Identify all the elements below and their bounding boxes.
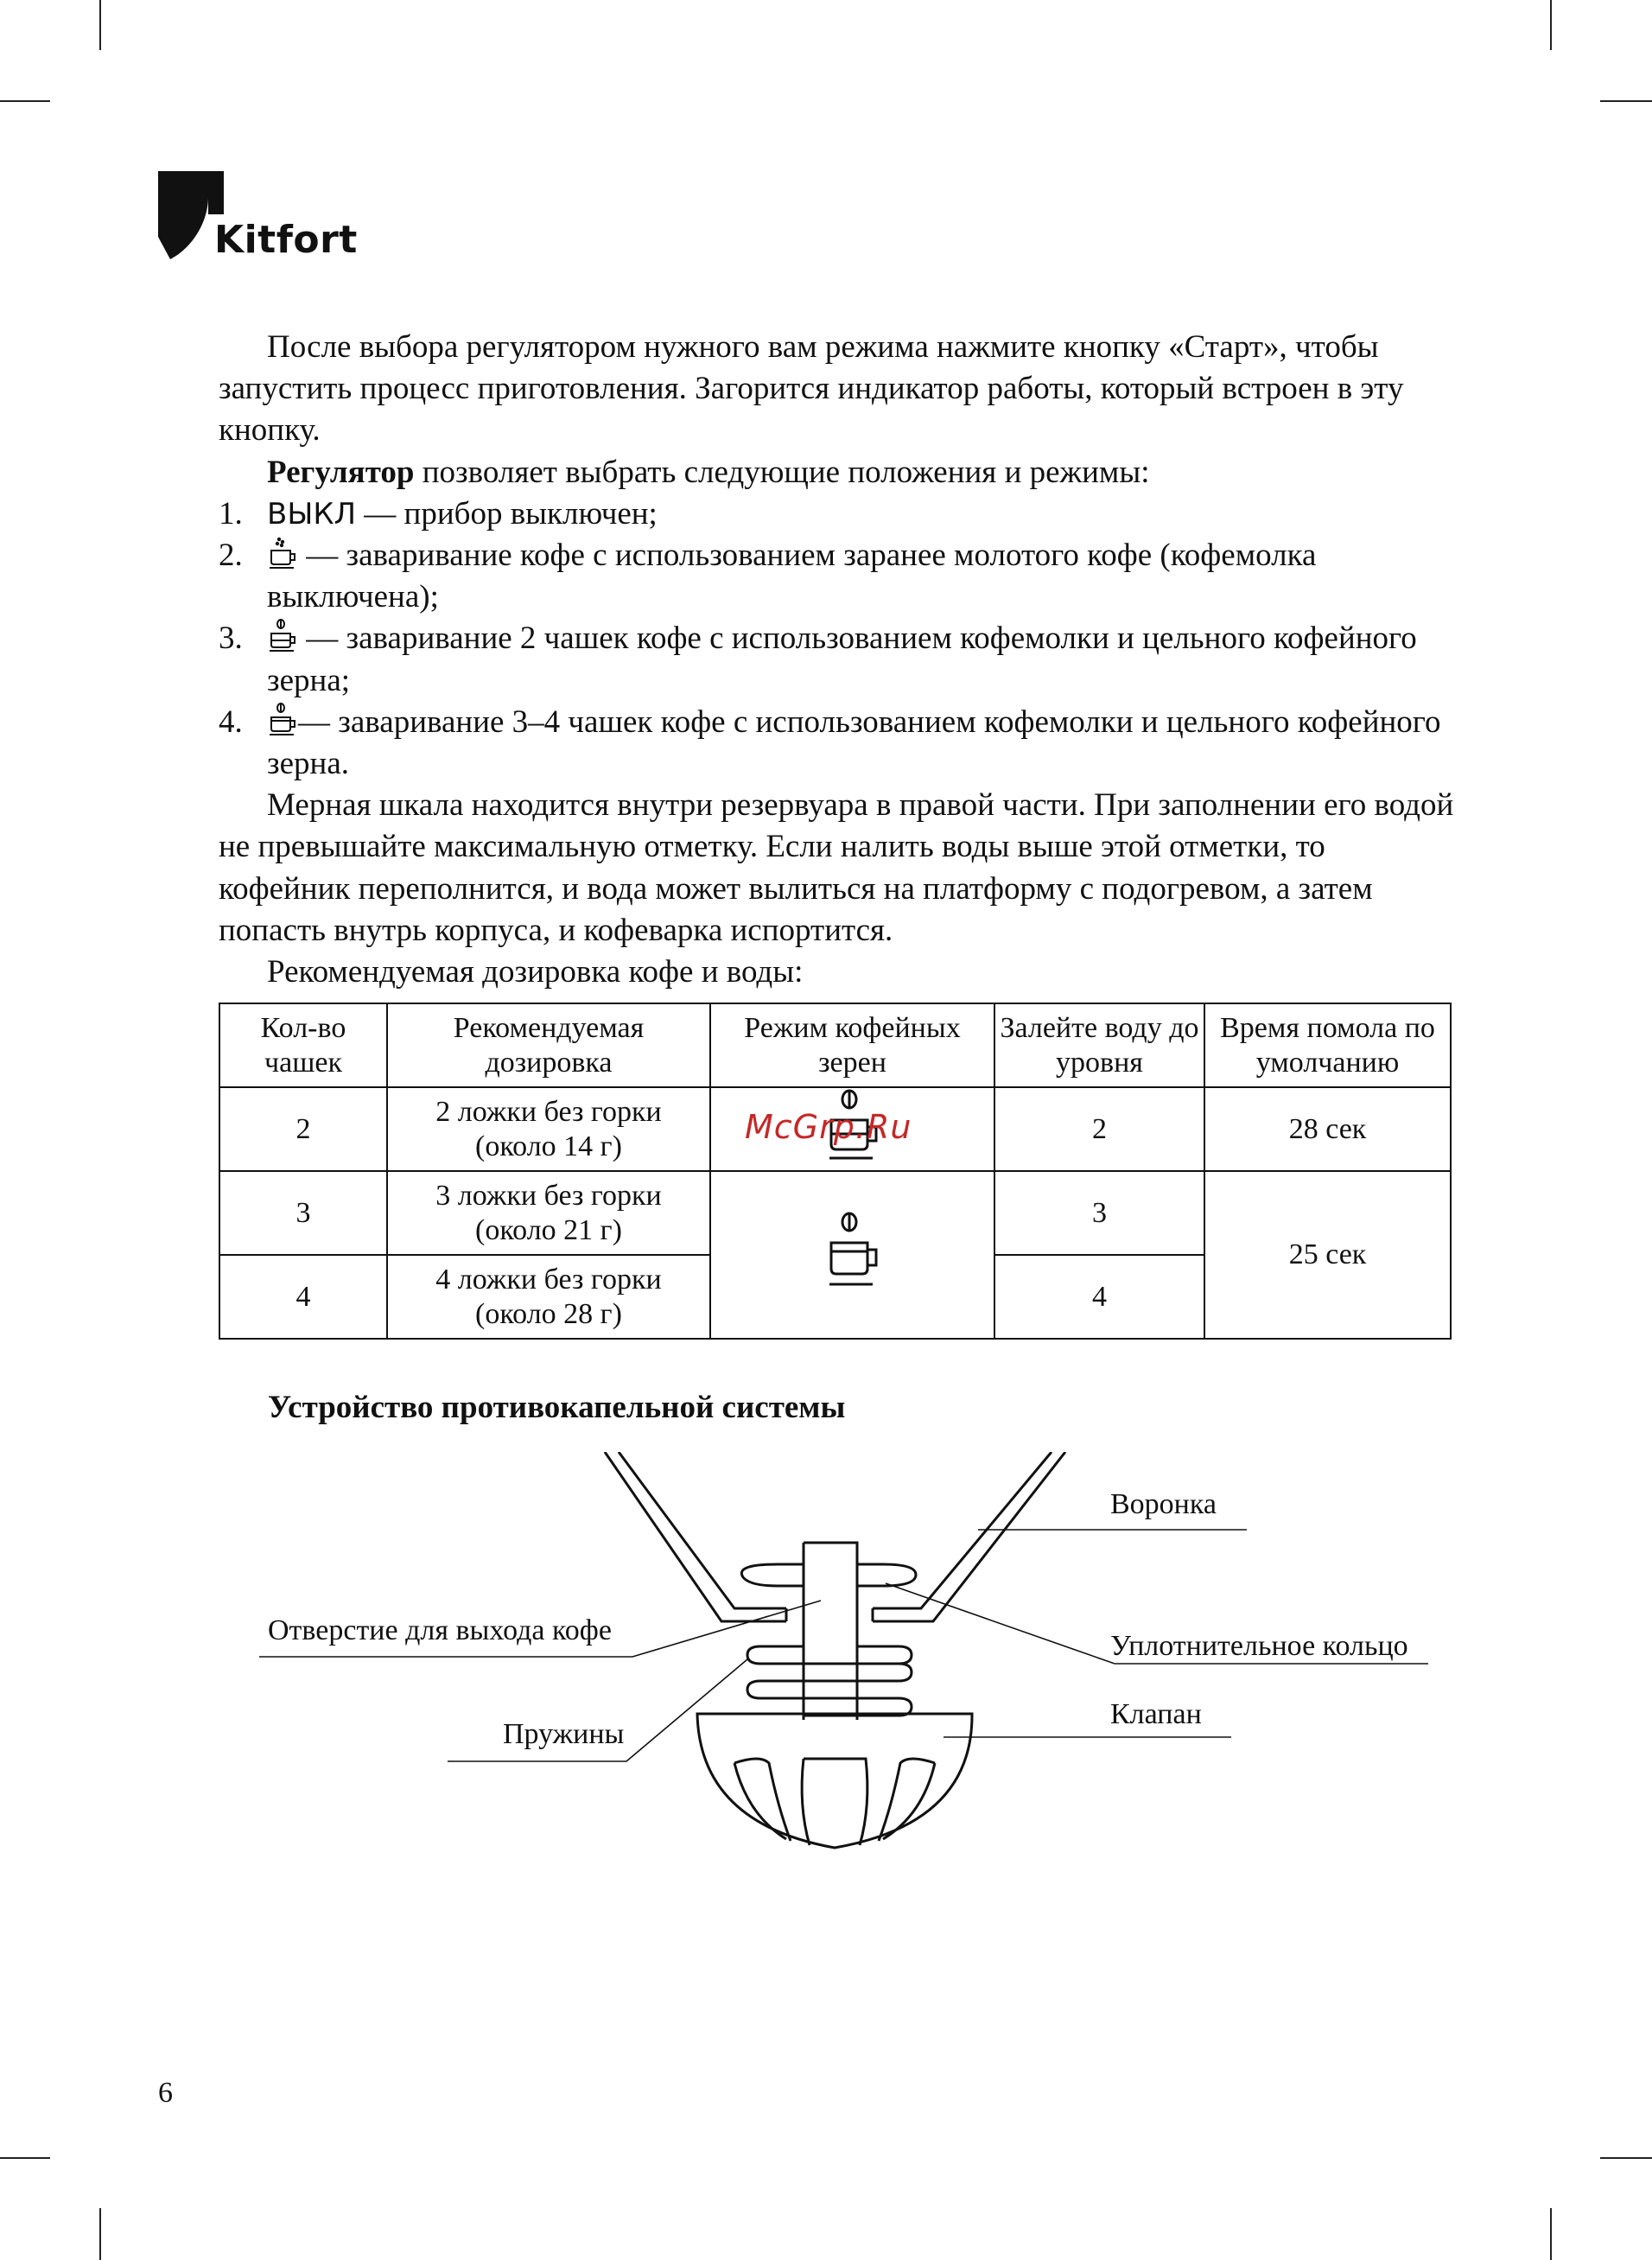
crop-mark — [1600, 2157, 1652, 2159]
label-seal-ring: Уплотнительное кольцо — [1110, 1630, 1408, 1662]
ground-coffee-cup-icon — [267, 536, 298, 569]
cell-cups: 4 — [219, 1255, 387, 1339]
label-valve: Клапан — [1110, 1698, 1202, 1730]
mode-text: — заваривание 2 чашек кофе с использованием кофемолки и цельного кофейного зерна; — [267, 621, 1417, 698]
mode-text: — прибор выключен; — [356, 495, 658, 532]
list-number: 3. — [219, 621, 243, 657]
cell-cups: 3 — [219, 1171, 387, 1255]
watermark: McGrp.Ru — [745, 1108, 912, 1146]
regulator-term: Регулятор — [267, 454, 415, 490]
cell-water: 2 — [994, 1087, 1204, 1171]
page-number: 6 — [158, 2077, 173, 2109]
paragraph-regulator — [219, 452, 1454, 493]
header-dose: Рекомендуемая дозировка — [387, 1003, 710, 1087]
crop-mark — [0, 100, 50, 102]
list-item — [219, 535, 1454, 618]
section-title: Устройство противокапельной системы — [268, 1390, 846, 1425]
stem-right — [804, 1543, 857, 1720]
header-mode: Режим кофейных зерен — [710, 1003, 994, 1087]
label-springs: Пружины — [503, 1718, 625, 1750]
springs — [747, 1646, 912, 1716]
mode-text: — заваривание кофе с использованием заранее молотого кофе (кофемолка выключена); — [267, 538, 1317, 615]
dose-amount: 2 ложки без горки — [435, 1095, 662, 1128]
dose-amount: 3 ложки без горки — [435, 1179, 662, 1212]
list-item — [219, 493, 1454, 535]
list-number: 4. — [219, 703, 243, 740]
cell-dose — [387, 1087, 710, 1171]
funnel-left-outer — [605, 1452, 786, 1621]
mode-off-label: ВЫКЛ — [267, 496, 357, 532]
dose-weight: (около 21 г) — [475, 1213, 622, 1246]
label-funnel: Воронка — [1110, 1488, 1217, 1520]
coffee-bean-large-cup-icon — [823, 1212, 883, 1289]
list-number: 2. — [219, 538, 243, 574]
paragraph-intro: После выбора регулятором нужного вам режима нажмите кнопку «Старт», чтобы запустить процесс приготовления. Загорится индикатор работы, который встроен в эту кнопку. — [219, 329, 1404, 449]
coffee-bean-small-cup-icon — [267, 619, 298, 652]
table-row — [219, 1171, 1451, 1255]
table-header-row — [219, 1003, 1451, 1087]
funnel-right-outer — [873, 1452, 1065, 1621]
brand-name: Kitfort — [214, 218, 358, 262]
cell-mode — [710, 1171, 994, 1339]
regulator-text: позволяет выбрать следующие положения и режимы: — [414, 454, 1150, 490]
paragraph-scale: Мерная шкала находится внутри резервуара в правой части. При заполнении его водой не превышайте максимальную отметку. Если налить воды выше этой отметки, то кофейник переполнится, и вода может вылиться на платформу с подогревом, а затем попасть внутрь корпуса, и кофеварка испортится. — [219, 787, 1454, 948]
list-item — [219, 618, 1454, 701]
dose-weight: (около 14 г) — [475, 1130, 622, 1162]
header-cups: Кол-во чашек — [219, 1003, 387, 1087]
cell-time: 28 сек — [1204, 1087, 1451, 1171]
crop-mark — [1550, 0, 1552, 50]
crop-mark — [1550, 2208, 1552, 2260]
cell-time: 25 сек — [1204, 1171, 1451, 1339]
coffee-bean-large-cup-icon — [267, 703, 298, 735]
paragraph-dosage: Рекомендуемая дозировка кофе и воды: — [267, 954, 804, 990]
list-number: 1. — [219, 495, 243, 532]
seal-left — [741, 1564, 804, 1586]
seal-right — [857, 1564, 916, 1586]
main-text — [219, 327, 1454, 993]
crop-mark — [99, 0, 101, 50]
dose-amount: 4 ложки без горки — [435, 1263, 662, 1296]
label-coffee-outlet: Отверстие для выхода кофе — [268, 1614, 612, 1646]
cell-cups: 2 — [219, 1087, 387, 1171]
cell-water: 4 — [994, 1255, 1204, 1339]
dose-weight: (около 28 г) — [475, 1297, 622, 1330]
dosage-table — [219, 1003, 1452, 1340]
crop-mark — [1600, 100, 1652, 102]
crop-mark — [99, 2208, 101, 2260]
cell-dose — [387, 1255, 710, 1339]
header-water: Залейте воду до уровня — [994, 1003, 1204, 1087]
mode-text: — заваривание 3–4 чашек кофе с использованием кофемолки и цельного кофейного зерна. — [267, 703, 1441, 782]
header-time: Время помола по умолчанию — [1204, 1003, 1451, 1087]
crop-mark — [0, 2157, 50, 2159]
cell-water: 3 — [994, 1171, 1204, 1255]
list-item — [219, 702, 1454, 785]
cell-dose — [387, 1171, 710, 1255]
